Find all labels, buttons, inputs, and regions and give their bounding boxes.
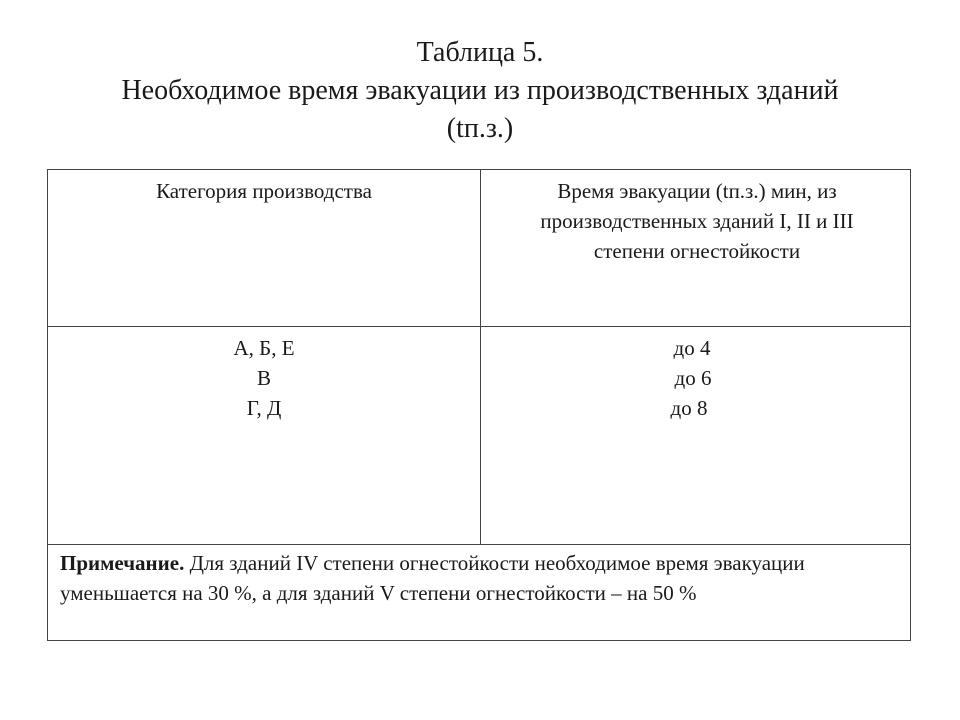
time-row-1: до 4 xyxy=(673,336,711,360)
title-line-2: Необходимое время эвакуации из производственных зданий xyxy=(121,75,839,106)
page-title xyxy=(0,34,960,148)
note-text: Для зданий IV степени огнестойкости необходимое время эвакуации уменьшается на 30 %, а для зданий V степени огнестойкости – на 50 % xyxy=(60,551,805,605)
evacuation-time-table xyxy=(47,169,911,641)
category-row-1: А, Б, Е xyxy=(233,336,295,360)
header-evacuation-time xyxy=(484,176,910,266)
category-row-2: В xyxy=(256,366,271,390)
title-line-1: Таблица 5. xyxy=(416,37,544,68)
header-divider xyxy=(48,326,910,327)
time-row-3: до 8 xyxy=(670,396,708,420)
time-row-2: до 6 xyxy=(674,366,712,390)
note-divider xyxy=(48,544,910,545)
category-cell xyxy=(48,333,480,423)
header-category: Категория производства xyxy=(156,179,372,203)
category-row-3: Г, Д xyxy=(246,396,282,420)
header-time-line-1: Время эвакуации (tп.з.) мин, из xyxy=(557,179,837,203)
header-time-line-3: степени огнестойкости xyxy=(593,239,801,263)
note-label: Примечание. xyxy=(60,551,185,575)
header-time-line-2: производственных зданий I, II и III xyxy=(540,209,854,233)
title-line-3: (tп.з.) xyxy=(446,113,514,144)
table-note xyxy=(60,548,906,608)
time-cell xyxy=(484,333,910,423)
